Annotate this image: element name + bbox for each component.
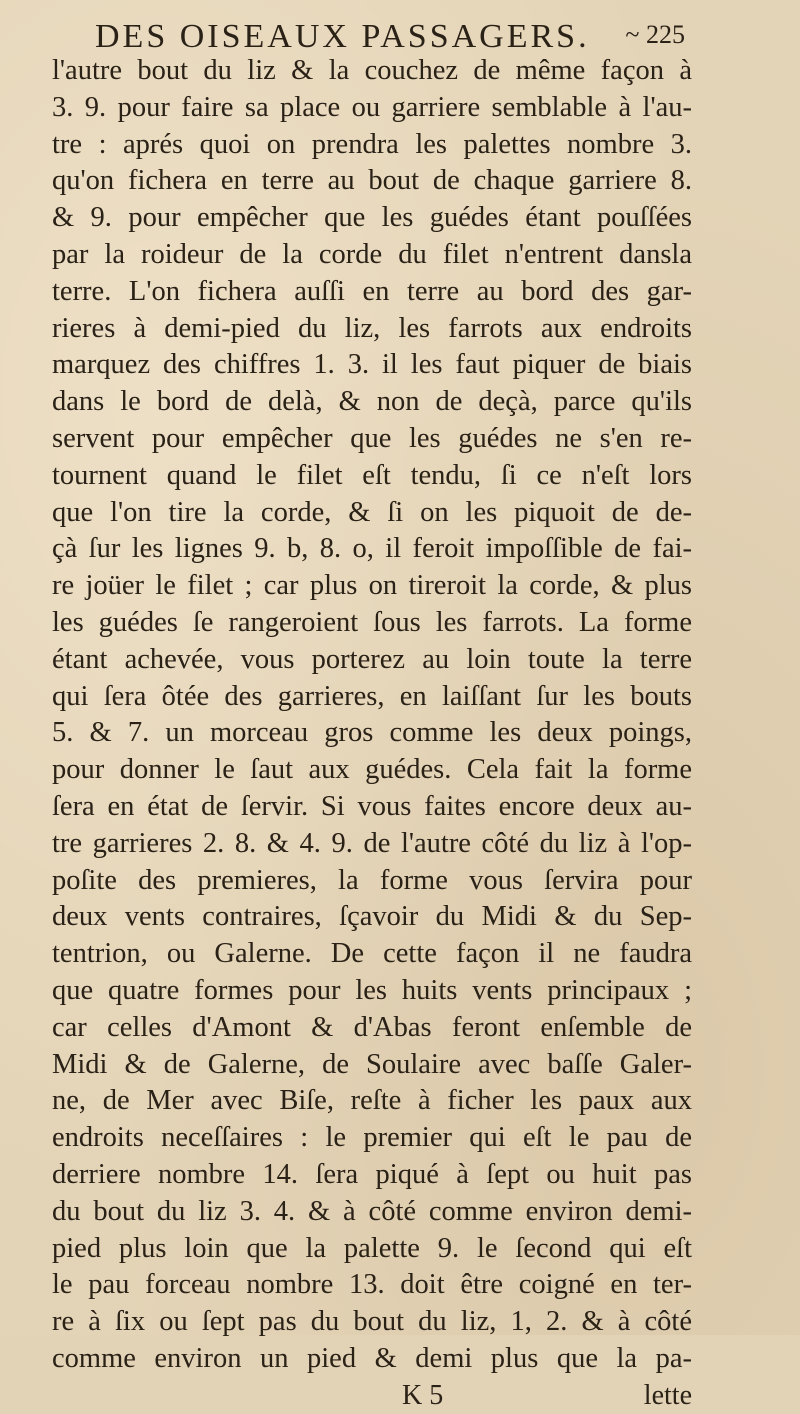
- body-text: [52, 53, 692, 1414]
- catchword: lette: [643, 1379, 692, 1411]
- text-line: derriere nombre 14. ſera piqué à ſept ou huit pas: [52, 1158, 692, 1190]
- text-line: Midi & de Galerne, de Soulaire avec baſſe Galer-: [52, 1048, 692, 1080]
- text-line: qui ſera ôtée des garrieres, en laiſſant ſur les bouts: [52, 680, 692, 712]
- text-line: 5. & 7. un morceau gros comme les deux poings,: [52, 717, 692, 749]
- text-line: endroits neceſſaires : le premier qui eſt le pau de: [52, 1122, 692, 1154]
- text-line: 3. 9. pour faire sa place ou garriere semblable à l'au-: [52, 91, 692, 123]
- text-line: l'autre bout du liz & la couchez de même façon à: [52, 55, 692, 86]
- text-line: ne, de Mer avec Biſe, reſte à ficher les paux aux: [52, 1085, 692, 1117]
- page-footer: [52, 1378, 692, 1414]
- text-line: & 9. pour empêcher que les guédes étant pouſſées: [52, 202, 692, 234]
- text-line: tre garrieres 2. 8. & 4. 9. de l'autre côté du liz à l'op-: [52, 827, 692, 859]
- text-line: qu'on fichera en terre au bout de chaque garriere 8.: [52, 165, 692, 197]
- text-line: terre. L'on fichera auſſi en terre au bord des gar-: [52, 275, 692, 307]
- text-line: re joüer le filet ; car plus on tireroit la corde, & plus: [52, 570, 692, 602]
- text-line: par la roideur de la corde du filet n'entrent dansla: [52, 238, 692, 270]
- text-line: pour donner le ſaut aux guédes. Cela fait la forme: [52, 754, 692, 786]
- text-line: les guédes ſe rangeroient ſous les farrots. La forme: [52, 606, 692, 638]
- text-line: comme environ un pied & demi plus que la pa-: [52, 1342, 692, 1374]
- text-line: poſite des premieres, la forme vous ſervira pour: [52, 864, 692, 896]
- text-line: marquez des chiffres 1. 3. il les faut piquer de biais: [52, 349, 692, 381]
- text-line: re à ſix ou ſept pas du bout du liz, 1, 2. & à côté: [52, 1306, 692, 1338]
- text-line: dans le bord de delà, & non de deçà, parce qu'ils: [52, 386, 692, 418]
- signature-mark: K 5: [402, 1379, 444, 1411]
- text-line: tre : aprés quoi on prendra les palettes nombre 3.: [52, 128, 692, 160]
- text-line: pied plus loin que la palette 9. le ſecond qui eſt: [52, 1232, 692, 1264]
- text-line: tentrion, ou Galerne. De cette façon il ne faudra: [52, 938, 692, 970]
- text-line: tournent quand le filet eſt tendu, ſi ce n'eſt lors: [52, 459, 692, 491]
- text-line: ſera en état de ſervir. Si vous faites encore deux au-: [52, 790, 692, 822]
- text-line: que quatre formes pour les huits vents principaux ;: [52, 974, 692, 1006]
- text-line: du bout du liz 3. 4. & à côté comme environ demi-: [52, 1195, 692, 1227]
- text-line: car celles d'Amont & d'Abas feront enſemble de: [52, 1011, 692, 1043]
- running-head: DES OISEAUX PASSAGERS.: [95, 18, 590, 55]
- text-line: çà ſur les lignes 9. b, 8. o, il feroit impoſſible de fai-: [52, 533, 692, 565]
- text-line: deux vents contraires, ſçavoir du Midi & du Sep-: [52, 901, 692, 933]
- text-line: étant achevée, vous porterez au loin toute la terre: [52, 643, 692, 675]
- text-line: que l'on tire la corde, & ſi on les piquoit de de-: [52, 496, 692, 528]
- text-line: rieres à demi-pied du liz, les farrots aux endroits: [52, 312, 692, 344]
- text-line: le pau forceau nombre 13. doit être coigné en ter-: [52, 1269, 692, 1301]
- page-number: ~ 225: [625, 20, 685, 49]
- text-line: servent pour empêcher que les guédes ne s'en re-: [52, 422, 692, 454]
